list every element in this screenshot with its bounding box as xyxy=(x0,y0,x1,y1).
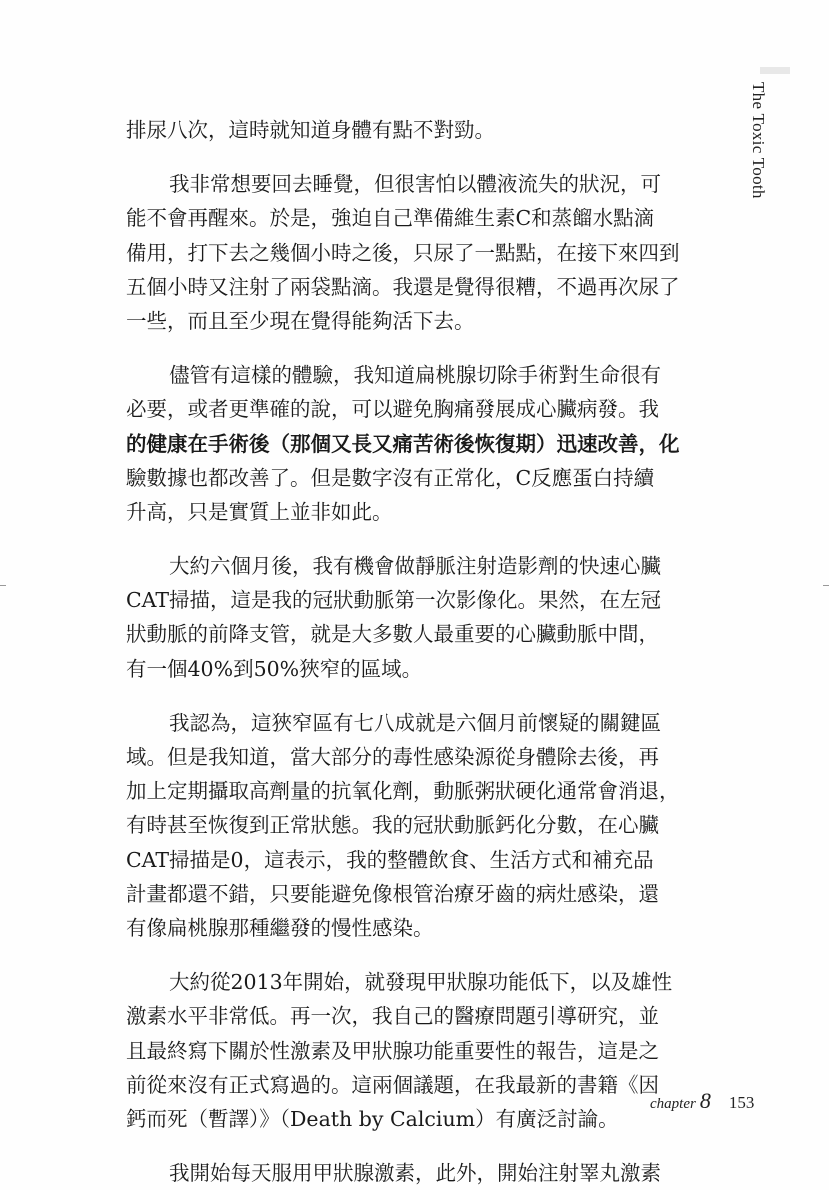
text-line: 一些，而且至少現在覺得能夠活下去。 xyxy=(126,308,475,333)
text-line: 必要，或者更準確的說，可以避免胸痛發展成心臟病發。我 xyxy=(126,397,659,422)
text-line: 前從來沒有正式寫過的。這兩個議題，在我最新的書籍《因 xyxy=(126,1072,659,1097)
text-line: 我認為，這狹窄區有七八成就是六個月前懷疑的關鍵區 xyxy=(169,710,661,735)
running-head: The Toxic Tooth xyxy=(749,82,768,199)
text-line: 狀動脈的前降支管，就是大多數人最重要的心臟動脈中間， xyxy=(126,622,659,647)
crop-mark xyxy=(823,585,829,586)
text-line: 激素水平非常低。再一次，我自己的醫療問題引導研究，並 xyxy=(126,1004,659,1029)
chapter-tab-mark xyxy=(760,67,790,74)
text-line: 有一個40%到50%狹窄的區域。 xyxy=(126,656,423,681)
text-line: 有時甚至恢復到正常狀態。我的冠狀動脈鈣化分數，在心臟 xyxy=(126,813,659,838)
text-line: 大約從2013年開始，就發現甲狀腺功能低下，以及雄性 xyxy=(169,970,673,995)
text-line: 計畫都還不錯，只要能避免像根管治療牙齒的病灶感染，還 xyxy=(126,881,659,906)
text-line: 鈣而死（暫譯）》（Death by Calcium）有廣泛討論。 xyxy=(126,1106,619,1131)
crop-mark xyxy=(0,585,6,586)
text-line: 域。但是我知道，當大部分的毒性感染源從身體除去後，再 xyxy=(126,745,659,769)
text-line: 我非常想要回去睡覺，但很害怕以體液流失的狀況，可 xyxy=(169,172,661,197)
text-line: CAT掃描是0，這表示，我的整體飲食、生活方式和補充品 xyxy=(126,847,654,872)
text-line: 備用，打下去之幾個小時之後，只尿了一點點，在接下來四到 xyxy=(126,240,680,265)
text-line: 大約六個月後，我有機會做靜脈注射造影劑的快速心臟 xyxy=(169,554,661,579)
text-line: 儘管有這樣的體驗，我知道扁桃腺切除手術對生命很有 xyxy=(169,363,661,388)
page-number: 153 xyxy=(728,1093,755,1112)
text-line: 加上定期攝取高劑量的抗氧化劑，動脈粥狀硬化通常會消退， xyxy=(126,779,680,804)
page-footer xyxy=(650,1088,754,1114)
text-line: 排尿八次，這時就知道身體有點不對勁。 xyxy=(126,118,495,142)
text-line: 有像扁桃腺那種繼發的慢性感染。 xyxy=(126,915,434,940)
chapter-number: 8 xyxy=(699,1088,711,1113)
text-line: 能不會再醒來。於是，強迫自己準備維生素C和蒸餾水點滴 xyxy=(126,206,655,231)
body-text xyxy=(126,113,700,1190)
text-line: CAT掃描，這是我的冠狀動脈第一次影像化。果然，在左冠 xyxy=(126,588,662,613)
chapter-label: chapter xyxy=(650,1096,696,1112)
text-line: 且最終寫下關於性激素及甲狀腺功能重要性的報告，這是之 xyxy=(126,1038,659,1063)
text-line: 五個小時又注射了兩袋點滴。我還是覺得很糟，不過再次尿了 xyxy=(126,274,680,299)
text-line: 的健康在手術後（那個又長又痛苦術後恢復期）迅速改善，化 xyxy=(126,431,680,456)
text-line: 我開始每天服用甲狀腺激素，此外，開始注射睪丸激素 xyxy=(169,1161,661,1186)
text-line: 驗數據也都改善了。但是數字沒有正常化，C反應蛋白持續 xyxy=(126,465,655,490)
text-line: 升高，只是實質上並非如此。 xyxy=(126,499,393,524)
